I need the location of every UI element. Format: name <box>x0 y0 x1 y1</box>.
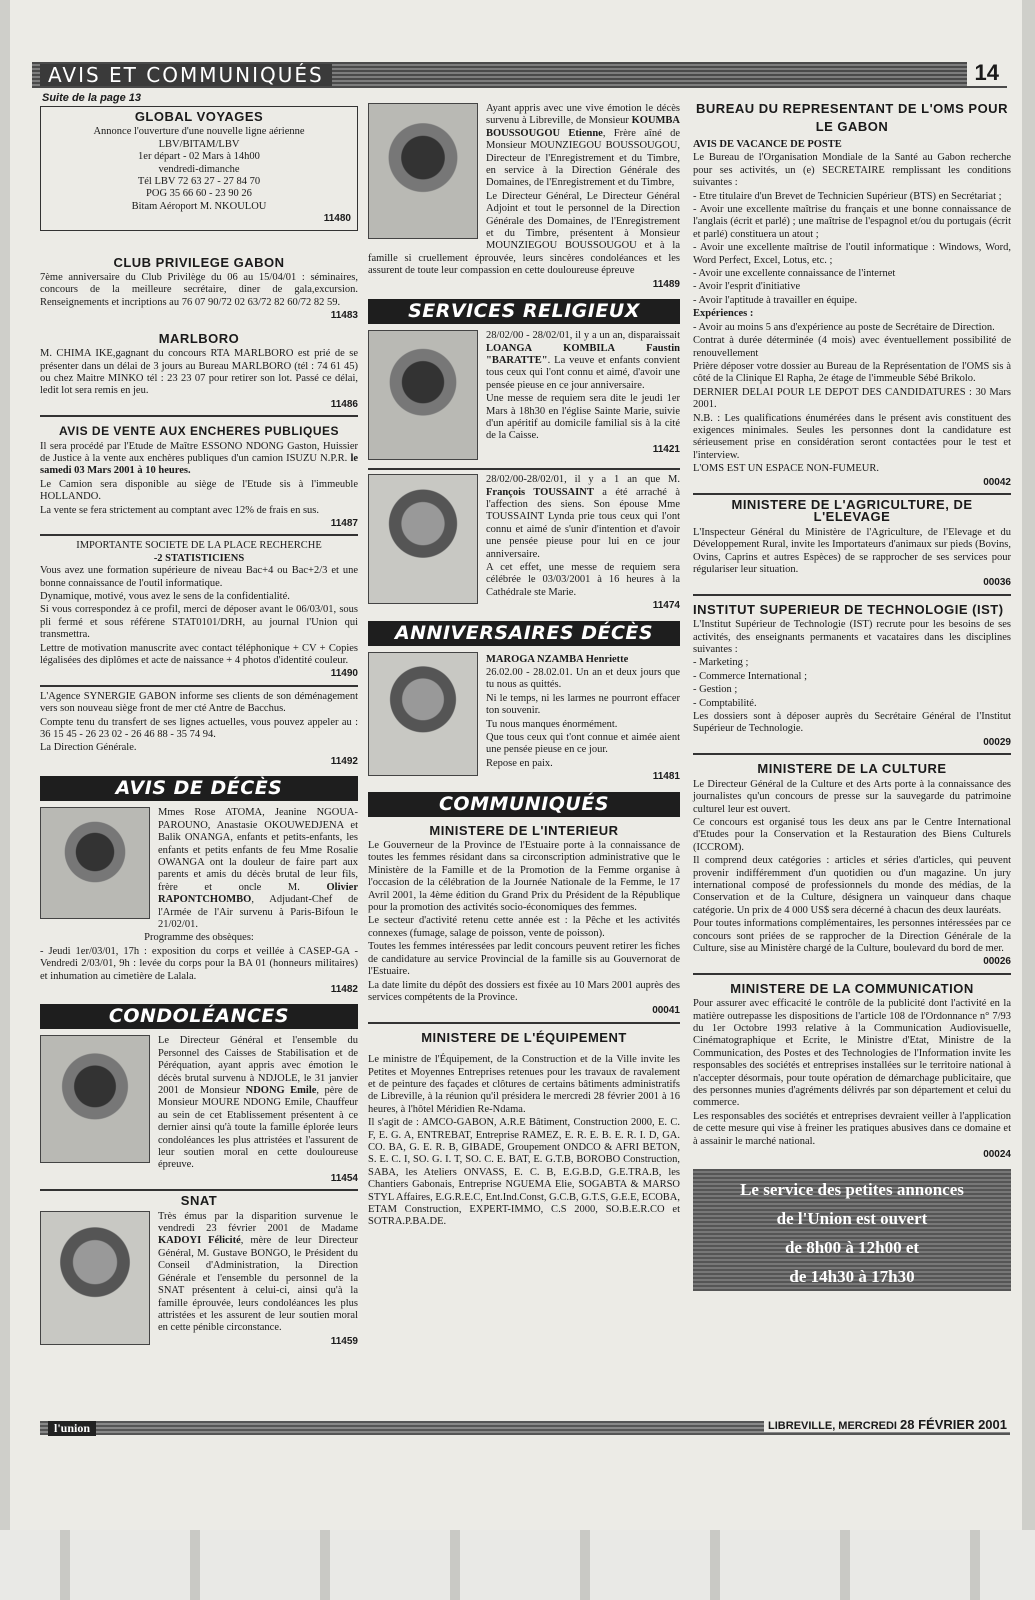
ad-ref: 00026 <box>983 956 1011 968</box>
divider <box>368 1022 680 1024</box>
notice-text-part: 28/02/00 - 28/02/01, il y a un an, disparaissait <box>486 330 680 342</box>
ad-text: - Avoir une excellente connaissance de l'internet <box>693 268 896 280</box>
column-1 <box>40 106 358 1349</box>
ad-text: L'Inspecteur Général du Ministère de l'Agriculture, de l'Elevage et du Développement Rural, invite les Importateurs d'animaux sur pieds (Bovins, Ovins, Caprins et autres Espèces) de se rapprocher de ses services pour régulariser leur situation. <box>693 526 1011 575</box>
ad-text: M. CHIMA IKE,gagnant du concours RTA MARLBORO est prié de se présenter dans un délai de 3 jours au Bureau MARLBORO (tél : 74 61 45) ou chez Maitre MINKO tél : 23 23 07 pour retirer son lot. Passé ce délai, ledit lot sera remis en jeu. <box>40 348 358 397</box>
ad-text: Compte tenu du transfert de ses lignes actuelles, vous pouvez appeler au : 36 15 45 - 26 23 02 - 26 46 88 - 35 74 94. <box>40 716 358 741</box>
footer-date-prefix: LIBREVILLE, MERCREDI <box>768 1420 897 1432</box>
ad-ref: 00042 <box>983 476 1011 488</box>
footer-date <box>764 1417 1011 1432</box>
footer-date-value: 28 FÉVRIER 2001 <box>900 1417 1007 1432</box>
ad-title: CLUB PRIVILEGE GABON <box>113 254 285 270</box>
ad-ref: 11487 <box>330 517 358 529</box>
background-strip <box>0 1530 1035 1600</box>
banner-services-religieux: SERVICES RELIGIEUX <box>368 299 680 324</box>
ad-text: L'Agence SYNERGIE GABON informe ses clients de son déménagement vers son nouveau siège front de mer cté Antre de Bacchus. <box>40 690 358 715</box>
ad-line: POG 35 66 60 - 23 90 26 <box>146 188 252 200</box>
ad-text: - Avoir l'aptitude à travailler en équipe. <box>693 294 858 306</box>
ad-title: GLOBAL VOYAGES <box>134 109 264 124</box>
notice-text: Une messe de requiem sera dite le jeudi 1er Mars à 18h30 en l'église Sainte Marie, suivie d'un apéritif au domicile familial sis à la cité de la Caisse. <box>486 393 680 442</box>
notice-text: 26.02.00 - 28.02.01. Un an et deux jours que tu nous as quittés. <box>486 666 680 691</box>
portrait-photo <box>40 1035 150 1163</box>
notice-ref: 11481 <box>652 771 680 783</box>
divider <box>693 973 1011 975</box>
ad-text: Les dossiers sont à déposer auprès du Secrétaire Général de l'Institut Supérieur de Technologie. <box>693 711 1011 735</box>
ad-text: La date limite du dépôt des dossiers est fixée au 10 Mars 2001 auprès des services compétents de la Province. <box>368 979 680 1003</box>
banner-avis-deces: AVIS DE DÉCÈS <box>40 776 358 801</box>
notice-text: Le Directeur Général, Le Directeur Général Adjoint et tout le personnel de la Direction Générale des Domaines, de l'Enregistrement et du Timbre, présentent à Monsieur MOUNZIEGOU BOUSSOUGOU et à la famille si cruellement éprouvée, leurs sincères condoléances et les assurent de toute leur compassion en cette douloureuse épreuve <box>368 190 680 277</box>
divider <box>693 493 1011 495</box>
ad-line: Annonce l'ouverture d'une nouvelle ligne aérienne <box>93 126 305 138</box>
divider <box>40 534 358 536</box>
notice-ref: 11459 <box>330 1335 358 1347</box>
ad-ref: 11483 <box>330 310 358 322</box>
ad-text: Le Camion sera disponible au siège de l'Etude sis à l'immeuble HOLLANDO. <box>40 478 358 503</box>
ad-text: Le ministre de l'Équipement, de la Construction et de la Ville invite les Petites et Moyennes Entreprises retenues pour les travaux de ravalement et de peinture des façades et clôtures de certains bâtiments administratifs de Libreville, à la réunion qu'il présidera le mercredi 28 février 2001 à 16 heures, à l'hôtel Méridien Re-Ndama. <box>368 1054 680 1115</box>
service-hours-box <box>693 1169 1011 1291</box>
divider <box>40 415 358 417</box>
ad-text: Prière déposer votre dossier au Bureau de la Représentation de l'OMS sis à côté de la Clinique El Rapha, 2e étage de l'immeuble Sébé Brikolo. <box>693 360 1011 385</box>
divider <box>40 1189 358 1191</box>
ad-text: Dynamique, motivé, vous avez le sens de la confidentialité. <box>40 591 290 602</box>
notice-text-part: . La veuve et enfants convient tous ceux qui l'ont connu et aimé, d'avoir une pensée pieuse en ce jour anniversaire. <box>486 354 680 391</box>
ad-title: MINISTERE DE LA CULTURE <box>757 761 947 777</box>
notice-ref: 11489 <box>652 278 680 290</box>
ad-text: Le Bureau de l'Organisation Mondiale de la Santé au Gabon recherche pour ses activités, un (e) SECRETAIRE remplissant les conditions suivantes : <box>693 152 1011 189</box>
ad-subtitle: Expériences : <box>693 308 754 320</box>
portrait-photo <box>40 807 150 919</box>
divider <box>368 468 680 470</box>
ad-text: L'OMS EST UN ESPACE NON-FUMEUR. <box>693 463 879 475</box>
ad-title: INSTITUT SUPERIEUR DE TECHNOLOGIE (IST) <box>693 601 1004 617</box>
notice-ref: 11454 <box>330 1172 358 1184</box>
ad-text-part: Il sera procédé par l'Etude de Maître ESSONO NDONG Gaston, Huissier de Justice à la vente aux enchères publiques d'un camion ISUZU N.P.R. <box>40 440 358 464</box>
notice-text: Tu nous manques énormément. <box>486 718 618 730</box>
ad-title: MINISTERE DE LA COMMUNICATION <box>730 980 974 996</box>
notice-ref: 11421 <box>652 443 680 455</box>
ad-title: AVIS DE VENTE AUX ENCHERES PUBLIQUES <box>58 424 340 439</box>
ad-ref: 00036 <box>983 577 1011 589</box>
ad-ref: 00024 <box>983 1149 1011 1161</box>
ad-title: -2 STATISTICIENS <box>153 552 245 564</box>
ad-ref: 11480 <box>323 213 351 225</box>
notice-text: - Jeudi 1er/03/01, 17h : exposition du corps et veillée à CASEP-GA - Vendredi 2/03/01, 9h : levée du corps pour la BA 01 (honneurs militaires) et inhumation au cimetière de Lalala. <box>40 945 358 982</box>
notice-text: Repose en paix. <box>486 757 553 769</box>
ad-text: - Marketing ; <box>693 657 749 669</box>
notice-text-part: , Frère aîné de Monsieur MOUNZIEGOU BOUSSOUGOU, Directeur de l'Enregistrement et du Timbre, en service à la Direction Générale des Domaines, de l'Enregistrement et du Timbre, <box>486 127 680 189</box>
notice-text-part: a été arraché à l'affection des siens. Son épouse Mme TOUSSAINT Lynda prie tous ceux qui l'ont connu et aimé de s'unir d'intention et d'avoir une pensée pieuse pour lui en ce jour anniversaire. <box>486 486 681 560</box>
notice-text: Ni le temps, ni les larmes ne pourront effacer ton souvenir. <box>486 692 680 717</box>
ad-text: Toutes les femmes intéressées par ledit concours peuvent retirer les fiches de candidature au service Provincial de la famille sis au Gouvernorat de l'Estuaire. <box>368 941 680 978</box>
notice-name: KOUMBA BOUSSOUGOU Etienne <box>486 115 680 139</box>
global-voyages-ad <box>40 106 358 231</box>
portrait-photo <box>368 103 478 239</box>
ad-text: DERNIER DELAI POUR LE DEPOT DES CANDIDATURES : 30 Mars 2001. <box>693 386 1011 411</box>
ad-subtitle: AVIS DE VACANCE DE POSTE <box>693 139 842 150</box>
ad-line: 1er départ - 02 Mars à 14h00 <box>138 151 260 163</box>
ad-text: - Gestion ; <box>693 684 738 696</box>
banner-communiques: COMMUNIQUÉS <box>368 792 680 817</box>
ad-title: SNAT <box>180 1193 218 1209</box>
notice-ref: 11482 <box>330 983 358 995</box>
divider <box>40 685 358 687</box>
ad-text: 7ème anniversaire du Club Privilège du 06 au 15/04/01 : séminaires, concours de la meilleure secrétaire, diner de gala,excursion. Renseignements et incriptions au 76 07 90/72 02 63/72 82 60/72 82 59. <box>40 272 358 308</box>
column-3 <box>693 100 1011 1291</box>
notice-text: A cet effet, une messe de requiem sera célébrée le 03/03/2001 à 16 heures à la Cathédrale ste Marie. <box>486 561 680 598</box>
ad-text: Contrat à durée déterminée (4 mois) avec éventuellement possibilité de renouvellement <box>693 335 1011 359</box>
divider <box>693 753 1011 755</box>
ad-text: Les responsables des sociétés et entreprises devraient veiller à l'application de cette mesure qui vise à freiner les pratiques abusives dans ce domaine et à assainir le marché national. <box>693 1110 1011 1147</box>
ad-text: - Avoir l'esprit d'initiative <box>693 281 801 293</box>
notice-text-part: Ayant appris avec une vive émotion le décès survenu à Libreville, de Monsieur <box>486 103 680 127</box>
ad-text: - Comptabilité. <box>693 697 757 709</box>
notice-ref: 11474 <box>652 600 680 612</box>
portrait-photo <box>40 1211 150 1345</box>
ad-text: - Avoir une excellente maîtrise du français et une bonne connaissance de l'anglais (écrit et parlé) ; une maîtrise de l'espagnol et/ou du portugais (écrit et parlé) constituera un atout ; <box>693 204 1011 240</box>
notice-text-part: , mère de leur Directeur Général, M. Gustave BONGO, le Président du Conseil d'Administration, la Direction Générale et l'ensemble du personnel de la SNAT présentent à celui-ci, ainsi qu'à la famille éprouvée, leurs condoléances les plus attristées et les assurent de leur soutien moral en cette pénible circonstance. <box>158 1235 358 1334</box>
ad-title: BUREAU DU REPRESENTANT DE L'OMS POUR LE GABON <box>696 101 1008 134</box>
ad-ref: 11492 <box>330 755 358 767</box>
section-title: AVIS ET COMMUNIQUÉS <box>40 64 332 86</box>
ad-text: Il comprend deux catégories : articles et séries d'articles, qui peuvent provenir indifféremment d'un quotidien ou d'un magazine. Un jury international composé de professionnels du monde des médias, de la Conservation et de la Culture, désignera un vainqueur dans chaque catégorie. Un prix de 4 000 US$ sera décerné à chacun des deux lauréats. <box>693 855 1011 916</box>
ad-text: - Etre titulaire d'un Brevet de Technicien Supérieur (BTS) en Secrétariat ; <box>693 190 1002 202</box>
footer-logo: l'union <box>48 1421 96 1436</box>
ad-line: LBV/BITAM/LBV <box>158 138 240 150</box>
notice-name: LOANGA KOMBILA Faustin "BARATTE" <box>486 342 680 366</box>
ad-text: La vente se fera strictement au comptant avec 12% de frais en sus. <box>40 504 320 516</box>
ad-ref: 00041 <box>652 1005 680 1017</box>
ad-text-bold: le samedi 03 Mars 2001 à 10 heures. <box>40 452 359 477</box>
ad-text: N.B. : Les qualifications énumérées dans le présent avis constituent des exigences minimales. Seules les personnes dont la candidature est sérieusement prise en considération seront contactées pour le test et l'interview. <box>693 412 1011 461</box>
ad-line: Tél LBV 72 63 27 - 27 84 70 <box>137 176 261 188</box>
service-line: de 14h30 à 17h30 <box>789 1267 915 1287</box>
ad-text: - Avoir une excellente maîtrise de l'outil informatique : Windows, Word, Word Perfect, Excel, Lotus, etc. ; <box>693 242 1011 266</box>
ad-text: Vous avez une formation supérieure de niveau Bac+4 ou Bac+2/3 et une bonne connaissance de l'outil informatique. <box>40 565 358 589</box>
ad-text: Lettre de motivation manuscrite avec contact téléphonique + CV + Copies légalisées des diplômes et acte de naissance + 4 photos d'identité couleur. <box>40 642 358 667</box>
notice-text-part: Très émus par la disparition survenue le vendredi 23 février 2001 de Madame <box>158 1210 358 1235</box>
column-2 <box>368 103 680 1230</box>
continued-note: Suite de la page 13 <box>42 92 142 104</box>
ad-text: Le Gouverneur de la Province de l'Estuaire porte à la connaissance de toutes les femmes résidant dans sa circonscription administrative que le Ministère de la Famille et de la Promotion de la Femme organise à l'occasion de la célébration de la Journée Nationale de la Femme, le 17 Avril 2001, la 4ème édition du Grand Prix du Président de la République pour la promotion des activités socio-économiques des femmes. <box>368 840 680 914</box>
notice-text: Que tous ceux qui t'ont connue et aimée aient une pensée pieuse en ce jour. <box>486 732 680 756</box>
notice-name: NDONG Emile <box>245 1085 317 1096</box>
ad-text: Pour toutes informations complémentaires, les personnes intéressées par ce concours sont priées de se rapprocher de la Direction Générale de la Culture, sise au Ministère chargé de la Culture, boulevard du bord de mer. <box>693 918 1011 954</box>
notice-name: MAROGA NZAMBA Henriette <box>486 653 629 665</box>
notice-text-part: 28/02/00-28/02/01, il y a 1 an que M. <box>486 474 680 486</box>
portrait-photo <box>368 330 478 460</box>
ad-title: MINISTERE DE L'ÉQUIPEMENT <box>421 1029 627 1045</box>
ad-text: - Commerce International ; <box>693 670 807 682</box>
notice-text-part: Le Directeur Général et l'ensemble du Personnel des Caisses de Stabilisation et de Péréquation, ayant appris avec émotion le décès brutal survenu à NDJOLE, le 31 janvier 2001 de Monsieur <box>158 1035 358 1096</box>
banner-anniversaires: ANNIVERSAIRES DÉCÈS <box>368 621 680 646</box>
ad-ref: 11490 <box>330 668 358 680</box>
ad-text: Pour assurer avec efficacité le contrôle de la publicité dont l'activité en la matière outrepasse les dispositions de l'article 108 de l'Ordonnance n° 7/93 du 1er Octobre 1993 relative à la Communication Audiovisuelle, Cinématographique et Ecrite, le Ministre d'Etat, Ministre de la Communication, des Postes et des Technologies de l'Information invite les responsables des sociétés et entreprises installées sur le territoire national à n'accepter désormais, pour toute opération de démarchage publicitaire, que des personnes munies d'agréments délivrés par son département et celui du commerce. <box>693 998 1011 1109</box>
portrait-photo <box>368 474 478 604</box>
ad-text <box>40 441 358 478</box>
ad-text: Ce concours est organisé tous les deux ans par le Centre International d'Etudes pour la Conservation et la Restauration des Biens Culturels (ICCROM). <box>693 816 1011 853</box>
ad-title: MINISTERE DE L'INTERIEUR <box>429 822 619 838</box>
ad-title: MARLBORO <box>158 330 240 346</box>
ad-text: Si vous correspondez à ce profil, merci de déposer avant le 06/03/01, sous pli fermé et sous référene STAT0101/DRH, au journal l'Union qui transmettra. <box>40 604 358 641</box>
ad-title: MINISTERE DE L'AGRICULTURE, DE L'ELEVAGE <box>731 496 973 525</box>
ad-text: - Avoir au moins 5 ans d'expérience au poste de Secrétaire de Direction. <box>693 321 995 333</box>
service-line: de 8h00 à 12h00 et <box>784 1238 920 1258</box>
notice-text-part: , Adjudant-Chef de l'Armée de l'Air survenu à Paris-Bifoun le 21/02/01. <box>158 894 358 930</box>
page-number: 14 <box>967 60 1007 86</box>
ad-text: Le secteur d'activité retenu cette année est : la Pêche et les activités connexes (fumage, salage de poisson, vente de poisson). <box>368 915 680 939</box>
notice-name: KADOYI Félicité <box>158 1235 241 1247</box>
ad-line: vendredi-dimanche <box>158 163 240 175</box>
ad-title: IMPORTANTE SOCIETE DE LA PLACE RECHERCHE <box>76 540 322 552</box>
notice-name: François TOUSSAINT <box>486 486 594 498</box>
ad-text: Il s'agit de : AMCO-GABON, A.R.E Bâtiment, Construction 2000, E. C. F, E. G. A, ENTREBAT, Entreprise RAMEZ, E. R. E. B. E. R. I. D, GA. CO. BA, G. E. R. B, GIBADE, Groupement ONDCO & AFRI BETON, S. E. C. I, SO. G. I. T, SO. C. E. BAT, E. G.T.B, BOROBO Construction, SABA, les Ateliers ONVASS, E. C. B, E.G.B.D, G.E.TRA.B, les Chantiers Gabonais, Entreprise NGUEMA Elie, SOGABTA & MARSO STYL Affaires, E.G.R.E.C, Ent.Ind.Const, G.C.B, G.T.S, G.E.E, ECOBA, ETAM Construction, EXPERT-IMMO, C.S 2000, SO.B.E.R.CO et SOTRA.P.BA.DE. <box>368 1117 680 1228</box>
notice-text-part: Mmes Rose ATOMA, Jeanine NGOUA-PAROUNO, Anastasie OKOUWEDJENA et Balik ONANGA, enfants et petits-enfants, les enfants et petits enfants de feu Mme Rosalie OWANGA ont la douleur de faire part aux parents et amis du décès brutal de leur fils, frère et oncle M. <box>158 807 358 893</box>
service-line: Le service des petites annonces <box>740 1180 964 1200</box>
ad-text: La Direction Générale. <box>40 742 137 754</box>
ad-text: L'Institut Supérieur de Technologie (IST) recrute pour les besoins de ses activités, des enseignants permanents et vacataires dans les disciplines suivantes : <box>693 619 1011 656</box>
portrait-photo <box>368 652 478 776</box>
ad-ref: 11486 <box>330 398 358 410</box>
notice-text: Programme des obsèques: <box>144 932 254 944</box>
divider <box>693 594 1011 596</box>
ad-text: Le Directeur Général de la Culture et des Arts porte à la connaissance des journalistes qu'un concours de presse sur la sauvegarde du patrimoine culturel leur est ouvert. <box>693 778 1011 815</box>
notice-text-part: , père de Monsieur MOURE NDONG Emile, Chauffeur au sein de cet Etablissement présentent à ce dernier ainsi qu'à toute la famille éplorée leurs condoléances les plus attristées et l'assurent de leur soutien moral en cette douloureuse épreuve. <box>158 1085 358 1171</box>
service-line: de l'Union est ouvert <box>776 1209 928 1229</box>
notice-name: Olivier RAPONTCHOMBO <box>158 881 359 906</box>
banner-condoleances: CONDOLÉANCES <box>40 1004 358 1029</box>
ad-ref: 00029 <box>983 736 1011 748</box>
ad-line: Bitam Aéroport M. NKOULOU <box>131 200 267 212</box>
